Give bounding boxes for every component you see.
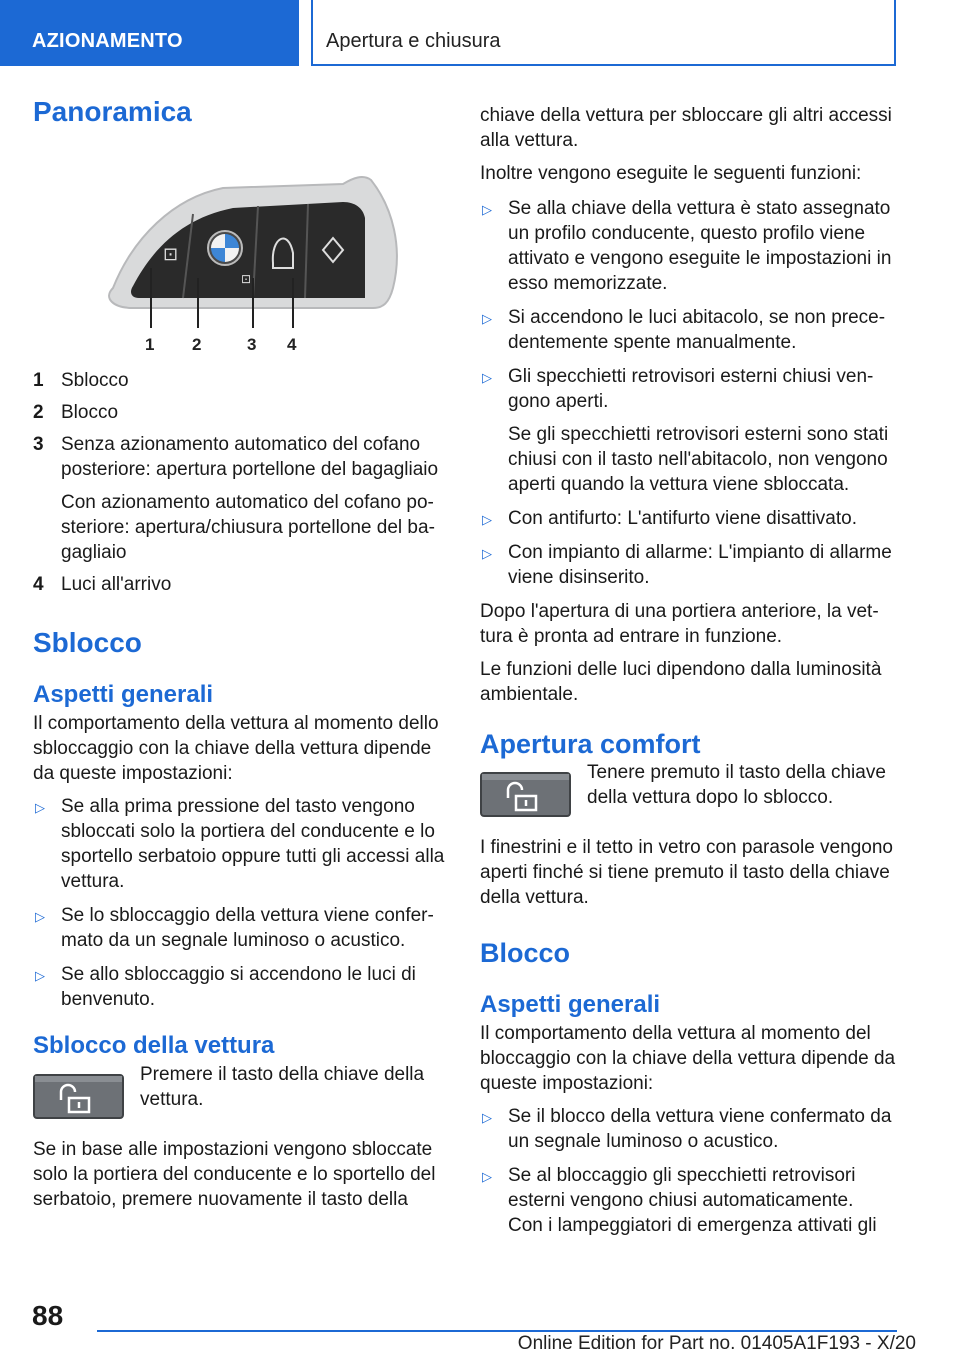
triangle-bullet-icon: ▷ bbox=[482, 1110, 492, 1125]
footer-divider bbox=[97, 1330, 897, 1332]
list-item: ▷ Se al bloccaggio gli specchietti retrovisori esterni vengono chiusi automaticamente. Con i lampeggiatori di emergenza attivati gli bbox=[482, 1165, 877, 1236]
functions-intro: Inoltre vengono eseguite le seguenti funzioni: bbox=[480, 163, 862, 184]
figure-label-2: 2 bbox=[192, 335, 202, 354]
general-bullets bbox=[33, 794, 448, 1012]
legend-text: Luci all'arrivo bbox=[61, 574, 172, 595]
legend-number: 1 bbox=[33, 370, 44, 391]
list-item: ▷ Con impianto di allarme: L'impianto di allarme viene disinserito. bbox=[482, 542, 892, 588]
unlock-key-button-icon bbox=[33, 1074, 124, 1119]
legend-item bbox=[33, 368, 448, 393]
list-item: ▷ Se allo sbloccaggio si accendono le luci di benvenuto. bbox=[35, 964, 416, 1010]
lock-intro: Il comportamento della vettura al momento del bloccaggio con la chiave della vettura dipende da queste impostazioni: bbox=[480, 1023, 896, 1094]
door-paragraph: Dopo l'apertura di una portiera anteriore, la vettura è pronta ad entrare in funzione. bbox=[480, 601, 879, 647]
subheading-general-lock: Aspetti generali bbox=[480, 991, 661, 1018]
comfort-paragraph: I finestrini e il tetto in vetro con parasole vengono aperti finché si tiene premuto il tasto della chiave della vettura. bbox=[480, 837, 893, 908]
right-column bbox=[480, 103, 898, 1247]
unlock-key-text: Premere il tasto della chiave della vettura. bbox=[140, 1064, 425, 1110]
list-item: ▷ Se alla chiave della vettura è stato assegnato un profilo conducente, questo profilo viene attivato e vengono eseguite le impostazioni in esso memorizzate. bbox=[482, 198, 892, 294]
unlock-key-row bbox=[33, 1062, 448, 1119]
legend-item bbox=[33, 572, 448, 597]
triangle-bullet-icon: ▷ bbox=[482, 512, 492, 527]
edition-text: Online Edition for Part no. 01405A1F193 - X/20 bbox=[517, 1333, 916, 1354]
unlock-key-button-icon bbox=[480, 772, 571, 817]
triangle-bullet-icon: ▷ bbox=[35, 909, 45, 924]
triangle-bullet-icon: ▷ bbox=[482, 370, 492, 385]
list-item: ▷ Se alla prima pressione del tasto vengono sbloccati solo la portiera del conducente e lo sportello serbatoio oppure tutti gli accessi alla vettura. bbox=[35, 796, 445, 892]
lights-paragraph: Le funzioni delle luci dipendono dalla luminosità ambientale. bbox=[480, 659, 882, 705]
comfort-key-row bbox=[480, 760, 898, 817]
subheading-general: Aspetti generali bbox=[33, 681, 214, 708]
svg-text:⊡: ⊡ bbox=[163, 244, 179, 265]
legend-number: 2 bbox=[33, 402, 44, 423]
continued-paragraph: chiave della vettura per sbloccare gli altri accessi alla vettura. bbox=[480, 105, 892, 151]
triangle-bullet-icon: ▷ bbox=[482, 546, 492, 561]
general-intro: Il comportamento della vettura al momento dello sbloccaggio con la chiave della vettura dipende da queste impostazioni: bbox=[33, 713, 439, 784]
heading-unlock: Sblocco bbox=[33, 627, 142, 658]
legend-text: Senza azionamento automatico del cofano posteriore: apertura portellone del bagagliaio bbox=[61, 434, 439, 480]
car-key-illustration bbox=[93, 168, 423, 358]
legend-number: 4 bbox=[33, 574, 44, 595]
left-column bbox=[33, 96, 448, 1212]
legend-text: Blocco bbox=[61, 402, 119, 423]
svg-text:⊡: ⊡ bbox=[241, 272, 252, 286]
figure-legend bbox=[33, 368, 448, 597]
section-tab: AZIONAMENTO bbox=[0, 0, 299, 66]
list-item: ▷ Se lo sbloccaggio della vettura viene confermato da un segnale luminoso o acustico. bbox=[35, 905, 434, 951]
triangle-bullet-icon: ▷ bbox=[35, 800, 45, 815]
heading-lock: Blocco bbox=[480, 938, 571, 968]
heading-comfort: Apertura comfort bbox=[480, 729, 701, 759]
lock-bullets bbox=[480, 1104, 898, 1238]
page-number: 88 bbox=[32, 1300, 64, 1331]
triangle-bullet-icon: ▷ bbox=[35, 968, 45, 983]
legend-item bbox=[33, 400, 448, 425]
subheading-unlock-vehicle: Sblocco della vettura bbox=[33, 1032, 275, 1059]
unlock-paragraph: Se in base alle impostazioni vengono sbloccate solo la portiera del conducente e lo sportello del serbatoio, premere nuovamente il tasto della bbox=[33, 1139, 436, 1210]
legend-number: 3 bbox=[33, 434, 44, 455]
functions-bullets bbox=[480, 196, 898, 590]
chapter-tab: Apertura e chiusura bbox=[311, 0, 896, 66]
list-item: ▷ Se il blocco della vettura viene confermato da un segnale luminoso o acustico. bbox=[482, 1106, 892, 1152]
triangle-bullet-icon: ▷ bbox=[482, 311, 492, 326]
comfort-key-text: Tenere premuto il tasto della chiave della vettura dopo lo sblocco. bbox=[587, 762, 886, 808]
list-item: ▷ Con antifurto: L'antifurto viene disattivato. bbox=[482, 508, 857, 529]
heading-overview: Panoramica bbox=[33, 96, 192, 127]
legend-text: Con azionamento automatico del cofano posteriore: apertura/chiusura portellone del bagagliaio bbox=[61, 492, 435, 563]
figure-label-1: 1 bbox=[145, 335, 155, 354]
list-item: ▷ Gli specchietti retrovisori esterni chiusi vengono aperti. Se gli specchietti retrovisori esterni sono stati chiusi con il tasto nell'abitacolo, non vengono aperti quando la vettura viene sbloccata. bbox=[482, 366, 889, 495]
page-header bbox=[0, 0, 960, 66]
triangle-bullet-icon: ▷ bbox=[482, 202, 492, 217]
figure-label-4: 4 bbox=[287, 335, 297, 354]
legend-item bbox=[33, 432, 448, 565]
figure-label-3: 3 bbox=[247, 335, 257, 354]
list-item: ▷ Si accendono le luci abitacolo, se non precedentemente spente manualmente. bbox=[482, 307, 886, 353]
key-figure bbox=[93, 168, 423, 358]
legend-text: Sblocco bbox=[61, 370, 129, 391]
triangle-bullet-icon: ▷ bbox=[482, 1169, 492, 1184]
